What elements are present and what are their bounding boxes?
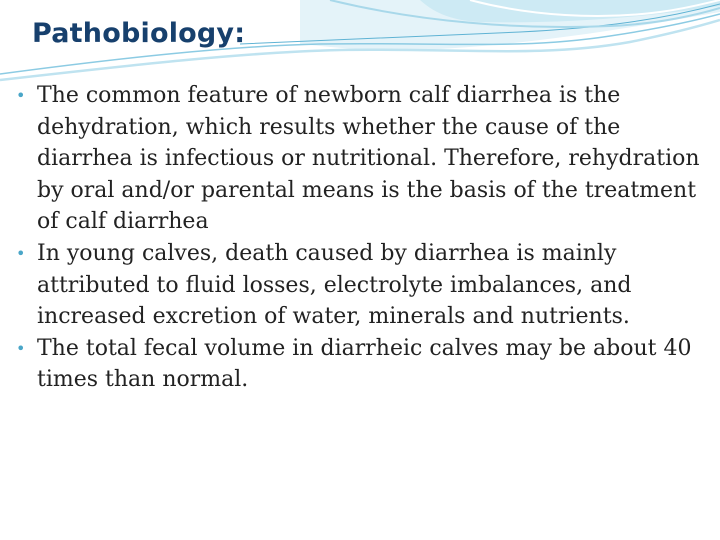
bullet-marker-icon: • [16,243,26,263]
slide-title: Pathobiology: [32,18,246,49]
bullet-text: In young calves, death caused by diarrhea is mainly attributed to fluid losses, electrolyte imbalances, and increased excretion of water, minerals and nutrients. [37,240,632,330]
bullet-item-1 [14,80,704,238]
bullet-text: The total fecal volume in diarrheic calves may be about 40 times than normal. [37,335,692,393]
bullet-list [14,80,704,396]
bullet-item-2 [14,238,704,333]
bullet-text: The common feature of newborn calf diarrhea is the dehydration, which results whether the cause of the diarrhea is infectious or nutritional. Therefore, rehydration by oral and/or parental means is the basis of the treatment of calf diarrhea [37,83,700,235]
bullet-marker-icon: • [16,338,26,358]
bullet-marker-icon: • [16,86,26,105]
bullet-item-3 [14,333,704,396]
